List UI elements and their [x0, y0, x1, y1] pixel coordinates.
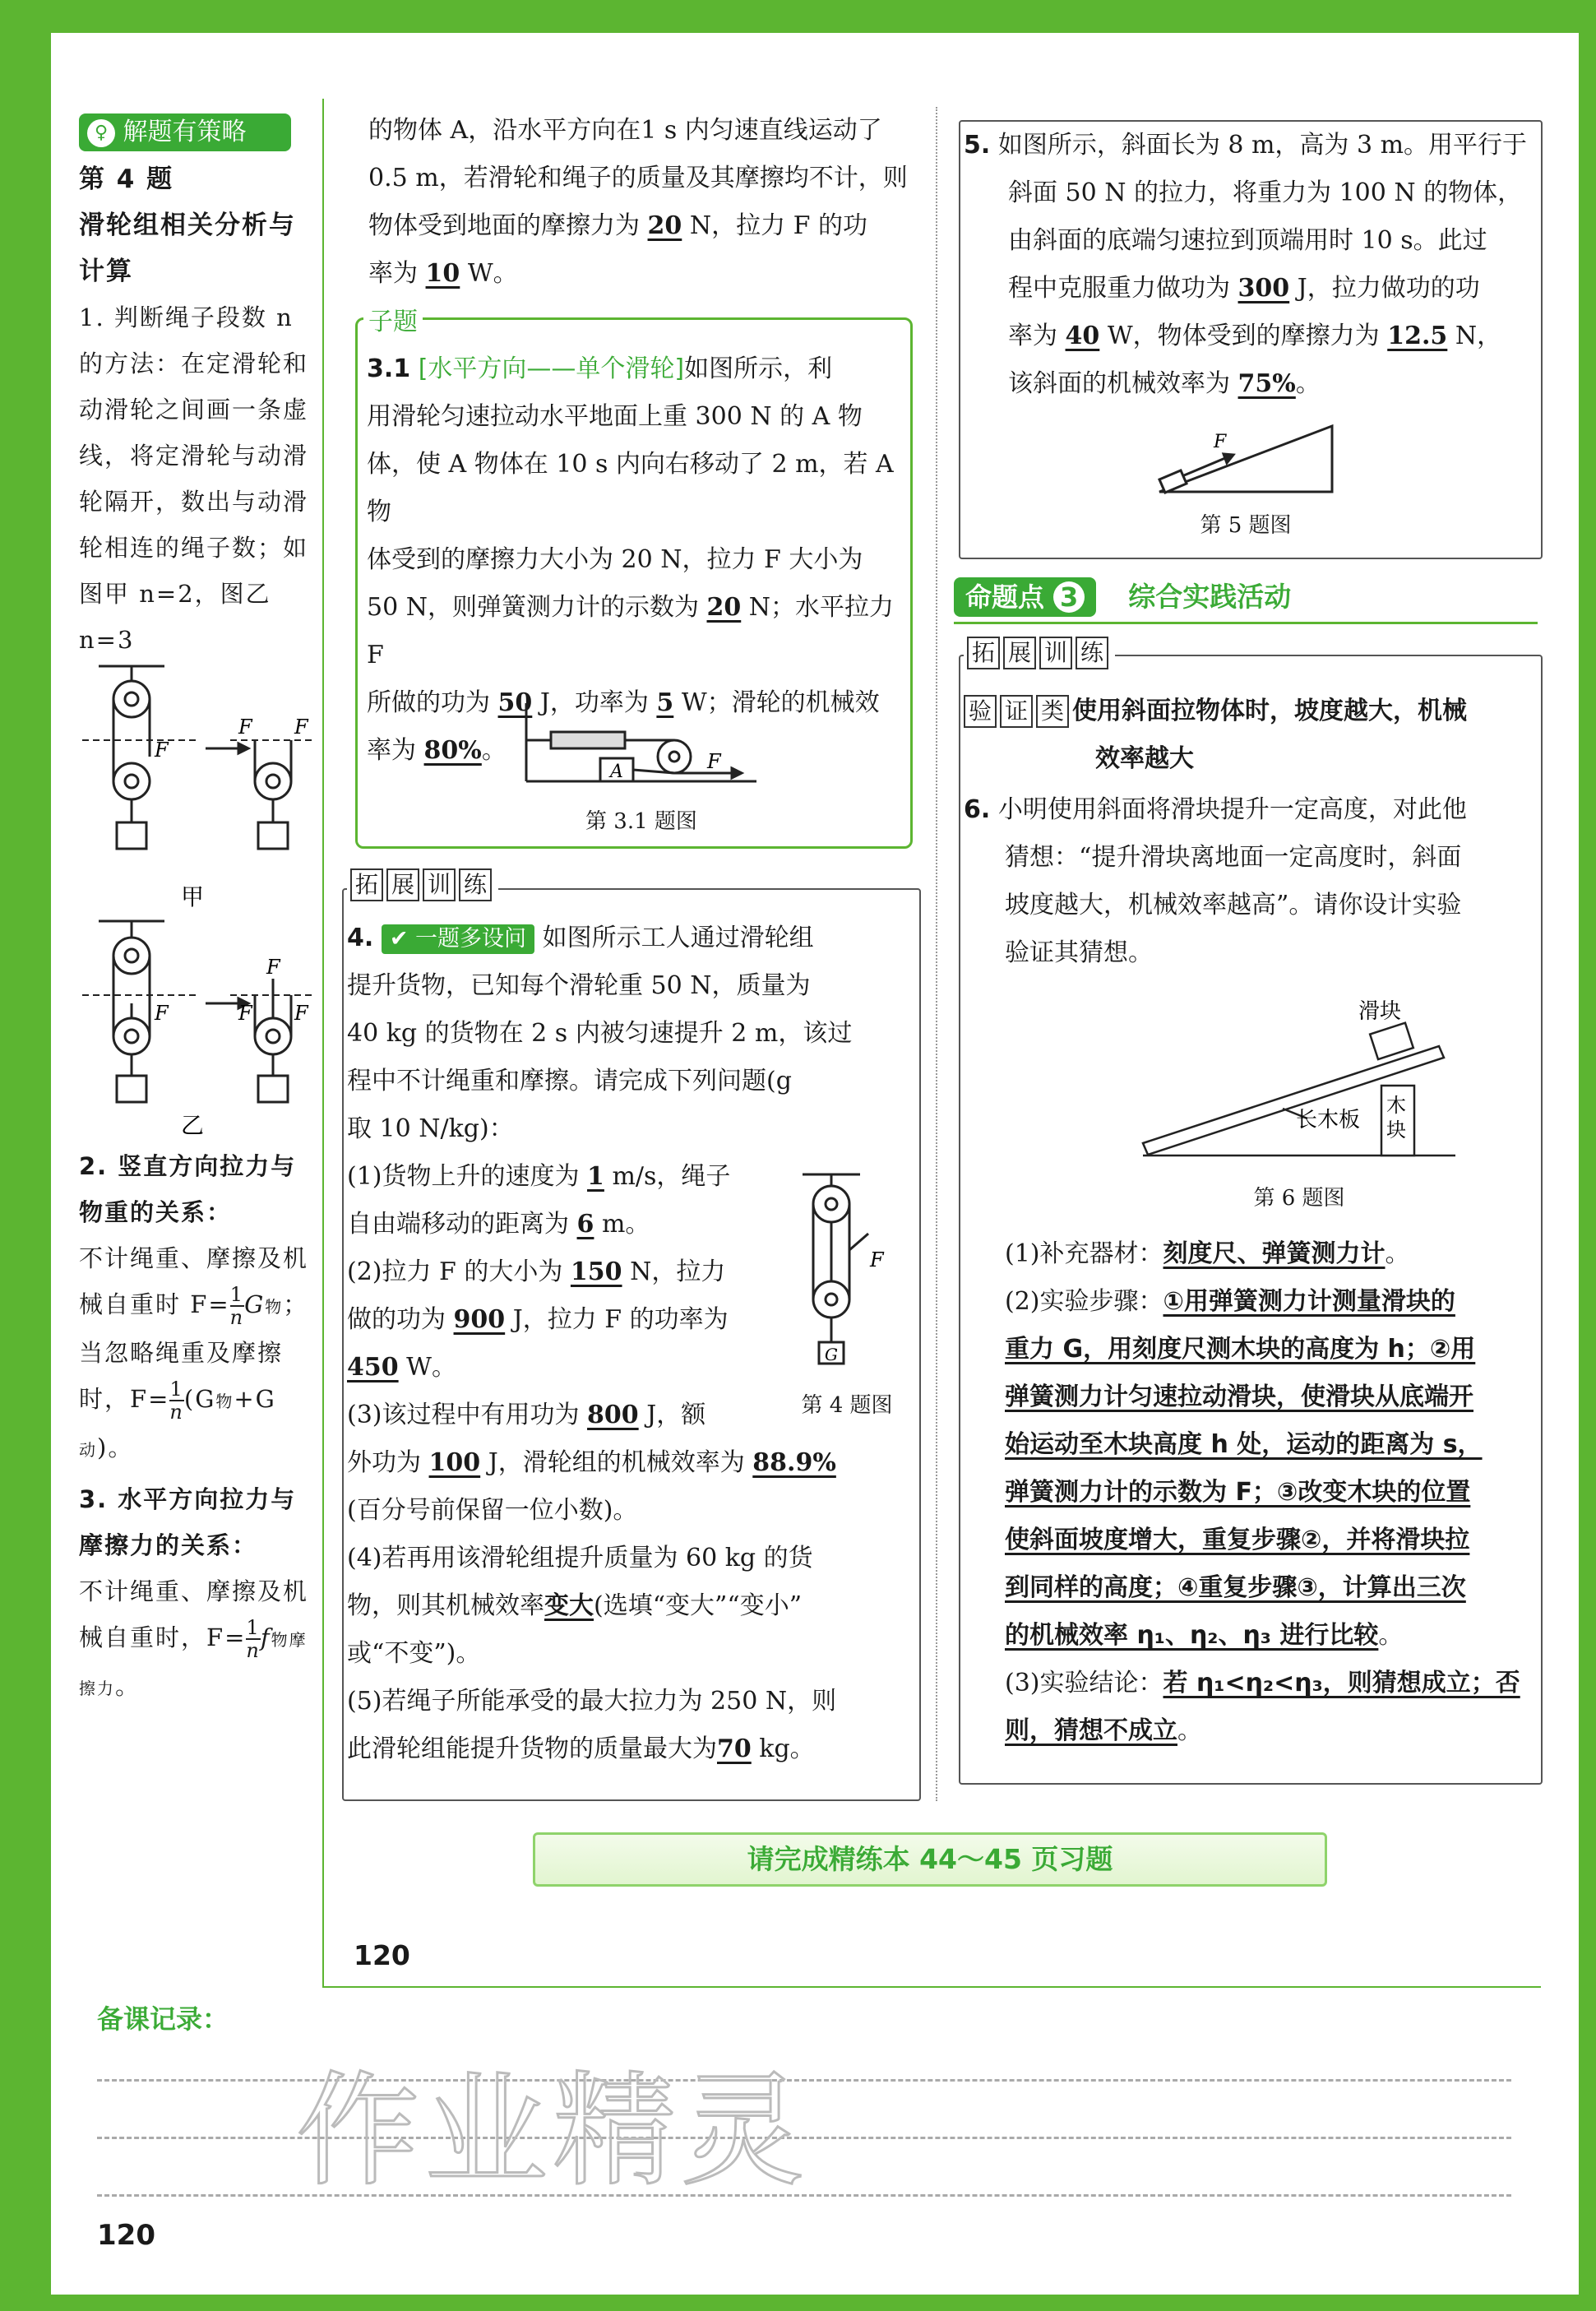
notes-label: 备课记录：	[97, 2003, 229, 2035]
fig-yi-F3: F	[238, 1002, 252, 1025]
q4-text: 4. ✔ 一题多设问 如图所示工人通过滑轮组 提升货物，已知每个滑轮重 50 N，质量为 40 kg 的货物在 2 s 内被匀速提升 2 m，该过 程中不计绳重和摩擦。请完成下列问题(g 取 10 N/kg)： (1)货物上升的速度为 1 m/s，绳子 自由端移动的距离为 6 m。 (2)拉力 F 的大小为 150 N，拉力 做的功为 900 J，拉力 F 的功率为 450 W。 (3)该过程中有用功为 800 J，额 外功为 100 J，滑轮组的机械效率为 88.9% (百分号前保留一位小数)。 (4)若再用该滑轮组提升质量为 60 kg 的货 物，则其机械效率变大(选填“变大”“变小” 或“不变”)。 (5)若绳子所能承受的最大拉力为 250 N，则 此滑轮组能提升货物的质量最大为70 kg。	[347, 924, 853, 1763]
outer-page-number: 120	[97, 2219, 155, 2252]
sidebar-title: 滑轮组相关分析与计算	[79, 211, 296, 286]
left-green-border	[0, 0, 51, 2311]
sidebar-problem: 第 4 题	[79, 164, 174, 194]
q6-fig-board: 长木板	[1296, 1108, 1361, 1132]
sidebar-p2	[79, 1143, 311, 1711]
fig-yi-F2: F	[266, 956, 280, 979]
fig-yi-F: F	[155, 1002, 169, 1025]
q6-caption: 第 6 题图	[1253, 1186, 1345, 1211]
sidebar-p3-title: 3. 水平方向拉力与摩擦力的关系：	[79, 1485, 297, 1559]
answer-power: 10	[425, 259, 460, 288]
watermark: 作业精灵	[296, 2060, 810, 2203]
inner-page-number: 120	[354, 1939, 410, 1971]
fig-jia-F3: F	[294, 716, 308, 739]
q4-fig-F: F	[870, 1248, 884, 1271]
q5-caption: 第 5 题图	[1200, 513, 1292, 538]
frac2: $\frac{1}{n}$	[169, 1378, 184, 1424]
q5-text: 5. 如图所示，斜面长为 8 m，高为 3 m。用平行于 斜面 50 N 的拉力，将重力为 100 N 的物体， 由斜面的底端匀速拉到顶端用时 10 s。此过 程中克服重力做功为 300 J，拉力做功的功 率为 40 W，物体受到的摩擦力为 12.5 N， 该斜面的机械效率为 75%。	[964, 131, 1528, 398]
fig-yi-F4: F	[294, 1002, 308, 1025]
sidebar-p1: 1. 判断绳子段数 n 的方法：在定滑轮和动滑轮之间画一条虚线，将定滑轮与动滑轮隔开，数出与动滑轮相连的绳子数；如图甲 n=2，图乙 n=3	[79, 303, 309, 654]
pulley-figure-jia	[82, 658, 312, 921]
col2-top-text: 的物体 A，沿水平方向在1 s 内匀速直线运动了 0.5 m，若滑轮和绳子的质量及其摩擦均不计，则 物体受到地面的摩擦力为 20 N，拉力 F 的功 率为 10 W。	[368, 116, 908, 288]
right-green-border	[1579, 0, 1596, 2311]
lightbulb-icon: ♀	[87, 119, 115, 147]
fig-jia-F: F	[155, 739, 169, 762]
frac1: $\frac{1}{n}$	[229, 1283, 245, 1329]
pulley-figure-yi	[82, 913, 312, 1143]
sidebar-p2-title: 2. 竖直方向拉力与物重的关系：	[79, 1152, 297, 1226]
sidebar-p3-body: 不计绳重、摩擦及机械自重时，F= $\frac{1}{n}$ f物摩擦力。	[79, 1577, 309, 1700]
fig-yi-label: 乙	[181, 1112, 205, 1139]
q31-fig-F: F	[707, 750, 721, 773]
q31-caption: 第 3.1 题图	[585, 809, 697, 834]
sidebar-divider	[322, 99, 325, 1986]
q31-fig-A: A	[610, 762, 623, 782]
check-icon: ✔	[389, 926, 409, 952]
point3-title: 综合实践活动	[1128, 581, 1292, 613]
q6-figure	[1135, 995, 1464, 1168]
q5-figure	[1151, 418, 1340, 500]
q31-tag: [水平方向——单个滑轮]	[418, 354, 685, 383]
q5-fig-F: F	[1214, 432, 1227, 452]
q31-figure	[518, 699, 765, 790]
q6-fig-block2: 块	[1386, 1118, 1406, 1142]
q4-caption: 第 4 题图	[801, 1393, 893, 1418]
practice-banner: 请完成精练本 44～45 页习题	[533, 1832, 1327, 1887]
sidebar-header-badge	[79, 113, 291, 151]
point3-header	[954, 576, 1538, 624]
top-green-border	[0, 0, 1596, 33]
q6-fig-slider: 滑块	[1358, 999, 1402, 1024]
q6-tags: 拓 展 训 练	[964, 637, 1115, 669]
point3-label: 命题点 3	[954, 577, 1096, 617]
column-separator	[936, 107, 937, 1801]
subhead-label: 子题	[363, 301, 423, 337]
q4-figure	[794, 1168, 893, 1382]
q31-text: 3.1 [水平方向——单个滑轮]如图所示，利 用滑轮匀速拉动水平地面上重 300 N 的 A 物 体，使 A 物体在 10 s 内向右移动了 2 m，若 A 物 体受到的摩擦力大小为 20 N，拉力 F 大小为 50 N，则弹簧测力计的示数为 20 N；水平拉力 F 所做的功为 50 J，功率为 5 W；滑轮的机械效 率为 80%。	[367, 354, 895, 765]
q6-text: 6. 小明使用斜面将滑块提升一定高度，对此他 猜想：“提升滑块离地面一定高度时，斜面 坡度越大，机械效率越高”。请你设计实验 验证其猜想。	[964, 795, 1467, 967]
sidebar-header-text: 解题有策略	[123, 118, 247, 146]
fig-jia-F2: F	[238, 716, 252, 739]
q6-answers: (1)补充器材：刻度尺、弹簧测力计。 (2)实验步骤：①用弹簧测力计测量滑块的 重力 G，用刻度尺测木块的高度为 h；②用 弹簧测力计匀速拉动滑块，使滑块从底端开 始运动至木块高度 h 处，运动的距离为 s， 弹簧测力计的示数为 F；③改变木块的位置 使斜面坡度增大，重复步骤②，并将滑块拉 到同样的高度；④重复步骤③，计算出三次 的机械效率 η₁、η₂、η₃ 进行比较。 (3)实验结论：若 η₁<η₂<η₃，则猜想成立；否 则，猜想不成立。	[1005, 1239, 1520, 1745]
frac3: $\frac{1}{n}$	[246, 1616, 261, 1662]
q4-fig-G: G	[825, 1345, 838, 1364]
bottom-green-border	[0, 2295, 1596, 2311]
sidebar-body	[79, 156, 311, 663]
q6-verify: 验 证 类 使用斜面拉物体时，坡度越大，机械 效率越大	[964, 688, 1539, 783]
sidebar-p2-body: 不计绳重、摩擦及机械自重时 F= $\frac{1}{n}$ G物；当忽略绳重及摩擦时，F= $\frac{1}{n}$ (G物+G动)。	[79, 1244, 309, 1461]
answer-friction: 20	[647, 211, 682, 240]
q4-badge: ✔ 一题多设问	[382, 924, 534, 954]
fig-jia-label: 甲	[181, 883, 205, 910]
q4-tags: 拓 展 训 练	[347, 868, 498, 901]
q6-fig-block1: 木	[1386, 1094, 1406, 1117]
